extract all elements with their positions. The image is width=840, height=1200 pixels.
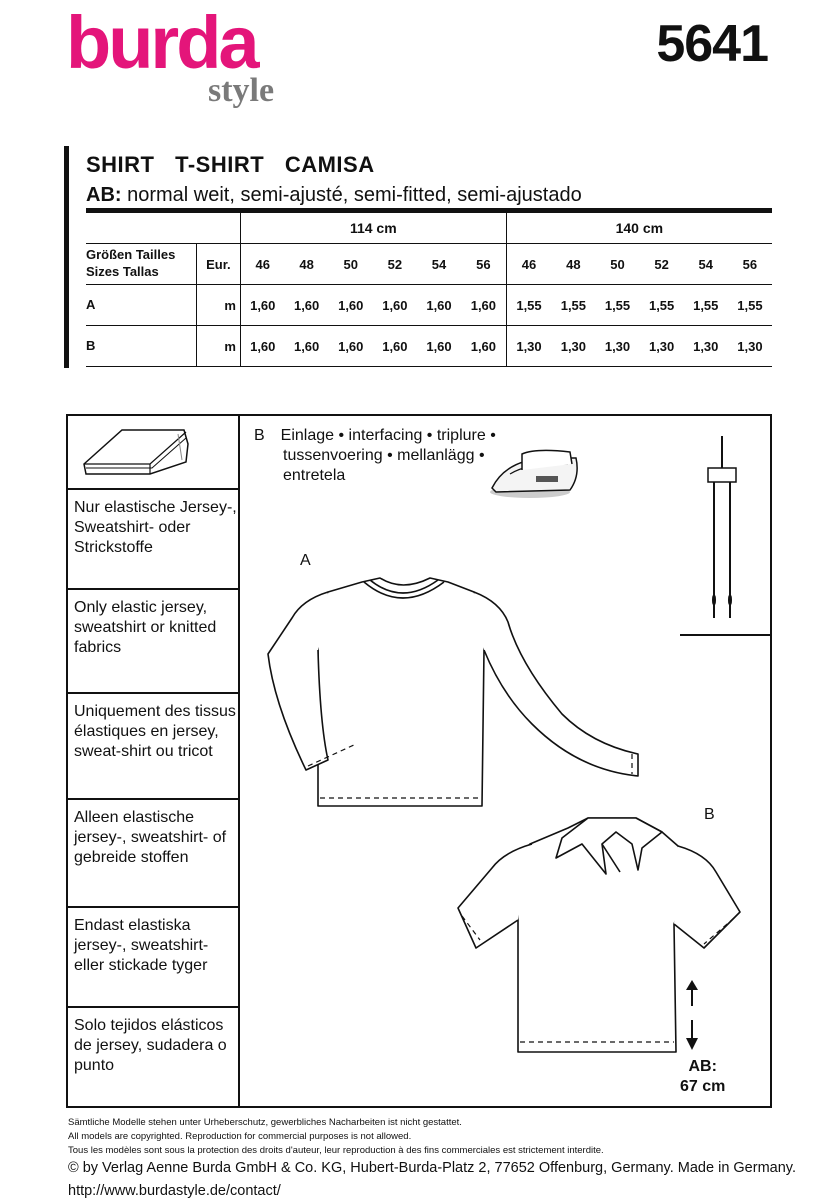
width-header: 140 cm <box>506 211 772 244</box>
fit-description <box>86 184 582 207</box>
table-row <box>86 326 772 367</box>
size-cell: 54 <box>417 244 461 285</box>
table-row <box>86 211 772 244</box>
yardage-cell: 1,60 <box>285 285 329 326</box>
iron-icon <box>486 446 582 504</box>
publisher-copyright: © by Verlag Aenne Burda GmbH & Co. KG, Hubert-Burda-Platz 2, 77652 Offenburg, Germany. Made in Germany. <box>68 1160 796 1176</box>
needle-divider <box>680 634 770 636</box>
yardage-cell: 1,60 <box>240 285 284 326</box>
yardage-cell: 1,30 <box>684 326 728 367</box>
view-b-label: B <box>704 806 715 823</box>
contact-link[interactable]: http://www.burdastyle.de/contact/ <box>68 1183 281 1199</box>
size-cell: 50 <box>329 244 373 285</box>
yardage-cell: 1,30 <box>640 326 684 367</box>
interfacing-view: B <box>254 427 265 444</box>
fabric-note-es: Solo tejidos elásticos de jersey, sudadera o punto <box>74 1017 227 1074</box>
pattern-number: 5641 <box>656 15 768 73</box>
length-arrow-icon <box>682 980 702 1052</box>
size-cell: 56 <box>728 244 772 285</box>
yardage-cell: 1,55 <box>506 285 551 326</box>
section-divider <box>68 1006 238 1008</box>
section-divider <box>68 588 238 590</box>
copyright-note-de: Sämtliche Modelle stehen unter Urheberschutz, gewerbliches Nacharbeiten ist nicht gestattet. <box>68 1117 462 1128</box>
yardage-cell: 1,60 <box>461 326 506 367</box>
finished-length <box>680 1057 725 1097</box>
size-cell: 52 <box>640 244 684 285</box>
yardage-cell: 1,55 <box>551 285 595 326</box>
yardage-cell: 1,60 <box>373 326 417 367</box>
view-a-label: A <box>300 552 311 569</box>
folded-fabric-icon <box>78 422 190 478</box>
size-cell: 46 <box>506 244 551 285</box>
table-row <box>86 285 772 326</box>
yardage-cell: 1,30 <box>595 326 639 367</box>
section-divider <box>68 488 238 490</box>
fabric-note-fr: Uniquement des tissus élastiques en jersey, sweat-shirt ou tricot <box>74 703 236 760</box>
yardage-cell: 1,30 <box>551 326 595 367</box>
finished-length-value: 67 cm <box>680 1078 726 1095</box>
fabric-note-nl: Alleen elastische jersey-, sweatshirt- of gebreide stoffen <box>74 809 227 866</box>
yardage-table <box>86 208 772 367</box>
section-divider <box>68 906 238 908</box>
width-header: 114 cm <box>240 211 506 244</box>
size-cell: 46 <box>240 244 284 285</box>
garment-title <box>86 152 389 178</box>
size-cell: 50 <box>595 244 639 285</box>
view-label: B <box>86 326 196 367</box>
title-word: T-SHIRT <box>175 152 265 177</box>
fabric-note-de: Nur elastische Jersey-, Sweatshirt- oder Strickstoffe <box>74 499 237 556</box>
fabric-note-sv: Endast elastiska jersey-, sweatshirt- eller stickade tyger <box>74 917 209 974</box>
size-label: Größen Tailles Sizes Tallas <box>86 244 196 285</box>
eur-label: Eur. <box>196 244 240 285</box>
tshirt-view-a-drawing <box>262 574 642 818</box>
finished-length-label: AB: <box>688 1058 717 1075</box>
yardage-cell: 1,60 <box>461 285 506 326</box>
header-accent-bar <box>64 146 69 368</box>
fit-text: normal weit, semi-ajusté, semi-fitted, semi-ajustado <box>127 184 582 206</box>
table-row <box>86 244 772 285</box>
interfacing-note: B Einlage • interfacing • triplure • tussenvoering • mellanlägg • entretela <box>254 427 496 484</box>
yardage-cell: 1,30 <box>728 326 772 367</box>
yardage-cell: 1,60 <box>240 326 284 367</box>
yardage-cell: 1,60 <box>329 326 373 367</box>
view-label: A <box>86 285 196 326</box>
size-cell: 48 <box>551 244 595 285</box>
yardage-cell: 1,60 <box>417 326 461 367</box>
size-cell: 48 <box>285 244 329 285</box>
unit-cell: m <box>196 326 240 367</box>
copyright-note-fr: Tous les modèles sont sous la protection des droits d'auteur, leur reproduction à des fins commerciales est strictement interdite. <box>68 1145 604 1156</box>
brand-logo: burda <box>66 1 257 84</box>
yardage-cell: 1,60 <box>285 326 329 367</box>
yardage-cell: 1,55 <box>728 285 772 326</box>
size-cell: 56 <box>461 244 506 285</box>
fit-prefix: AB: <box>86 184 122 206</box>
yardage-cell: 1,55 <box>640 285 684 326</box>
yardage-cell: 1,60 <box>329 285 373 326</box>
size-cell: 54 <box>684 244 728 285</box>
yardage-cell: 1,55 <box>595 285 639 326</box>
yardage-cell: 1,55 <box>684 285 728 326</box>
yardage-cell: 1,30 <box>506 326 551 367</box>
section-divider <box>68 692 238 694</box>
unit-cell: m <box>196 285 240 326</box>
brand-logo-sub: style <box>208 72 275 109</box>
yardage-cell: 1,60 <box>373 285 417 326</box>
yardage-cell: 1,60 <box>417 285 461 326</box>
section-divider <box>68 798 238 800</box>
size-cell: 52 <box>373 244 417 285</box>
title-word: CAMISA <box>284 152 375 177</box>
fabric-note-en: Only elastic jersey, sweatshirt or knitted fabrics <box>74 599 217 656</box>
copyright-note-en: All models are copyrighted. Reproduction for commercial purposes is not allowed. <box>68 1131 412 1142</box>
twin-needle-icon <box>700 432 744 628</box>
title-word: SHIRT <box>86 152 155 177</box>
